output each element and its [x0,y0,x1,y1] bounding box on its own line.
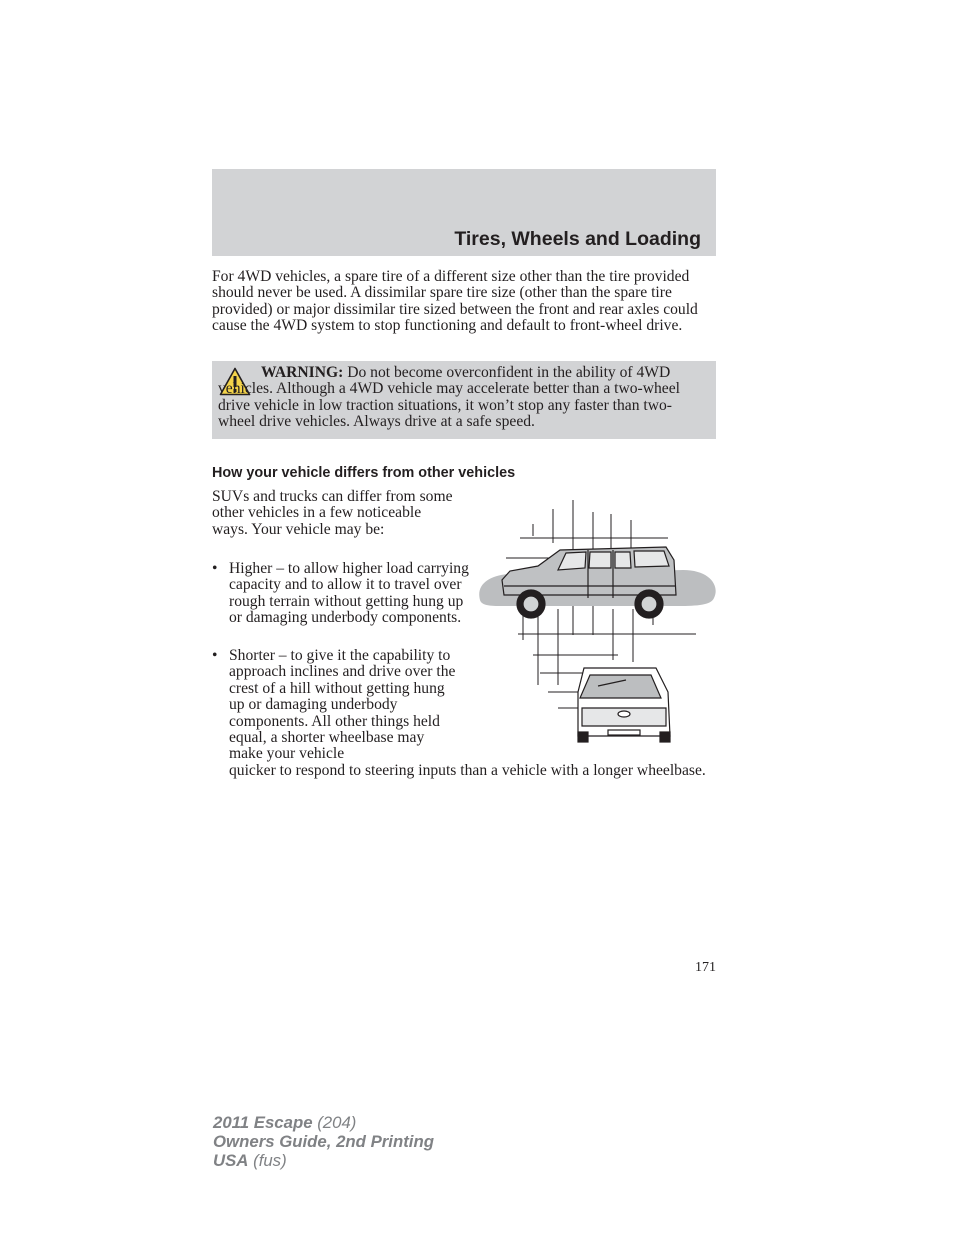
bullet-text-continued: quicker to respond to steering inputs than a vehicle with a longer wheelbase. [229,762,706,779]
warning-label: WARNING: [261,364,344,381]
footer-line-market: USA (fus) [213,1151,287,1170]
warning-box [212,361,716,439]
page-number: 171 [695,960,716,975]
footer-document-info [213,1113,434,1170]
bullet-marker: • [212,647,218,664]
bullet-item-shorter [212,648,460,763]
suv-dimension-illustration [478,500,718,745]
bullet-text: Shorter – to give it the capability to approach inclines and drive over the crest of a hill without getting hung up or damaging underbody components. All other things held equal, a shorter wheelbase may make your vehicle [229,647,456,763]
warning-text [218,365,708,431]
paragraph-4wd-spare-tire: For 4WD vehicles, a spare tire of a different size other than the tire provided should never be used. A dissimilar spare tire size (other than the spare tire provided) or major dissimilar tire sized between the front and rear axles could cause the 4WD system to stop functioning and default to front-wheel drive. [212,268,698,335]
footer-line-model: 2011 Escape (204) [213,1113,357,1132]
subheading-vehicle-differences: How your vehicle differs from other vehicles [212,465,516,481]
warning-body: Do not become overconfident in the ability of 4WD vehicles. Although a 4WD vehicle may accelerate better than a two-wheel drive vehicle in low traction situations, it won’t stop any faster than two-wheel drive vehicles. Always drive at a safe speed. [218,364,680,431]
section-title: Tires, Wheels and Loading [454,228,701,250]
bullet-text: Higher – to allow higher load carrying capacity and to allow it to travel over rough terrain without getting hung up or damaging underbody components. [229,560,469,627]
intro-paragraph: SUVs and trucks can differ from some other vehicles in a few noticeable ways. Your vehicle may be: [212,488,453,538]
bullet-item-higher [212,561,472,627]
bullet-marker: • [212,560,218,577]
section-header-band [212,169,716,256]
footer-line-guide: Owners Guide, 2nd Printing [213,1132,434,1151]
